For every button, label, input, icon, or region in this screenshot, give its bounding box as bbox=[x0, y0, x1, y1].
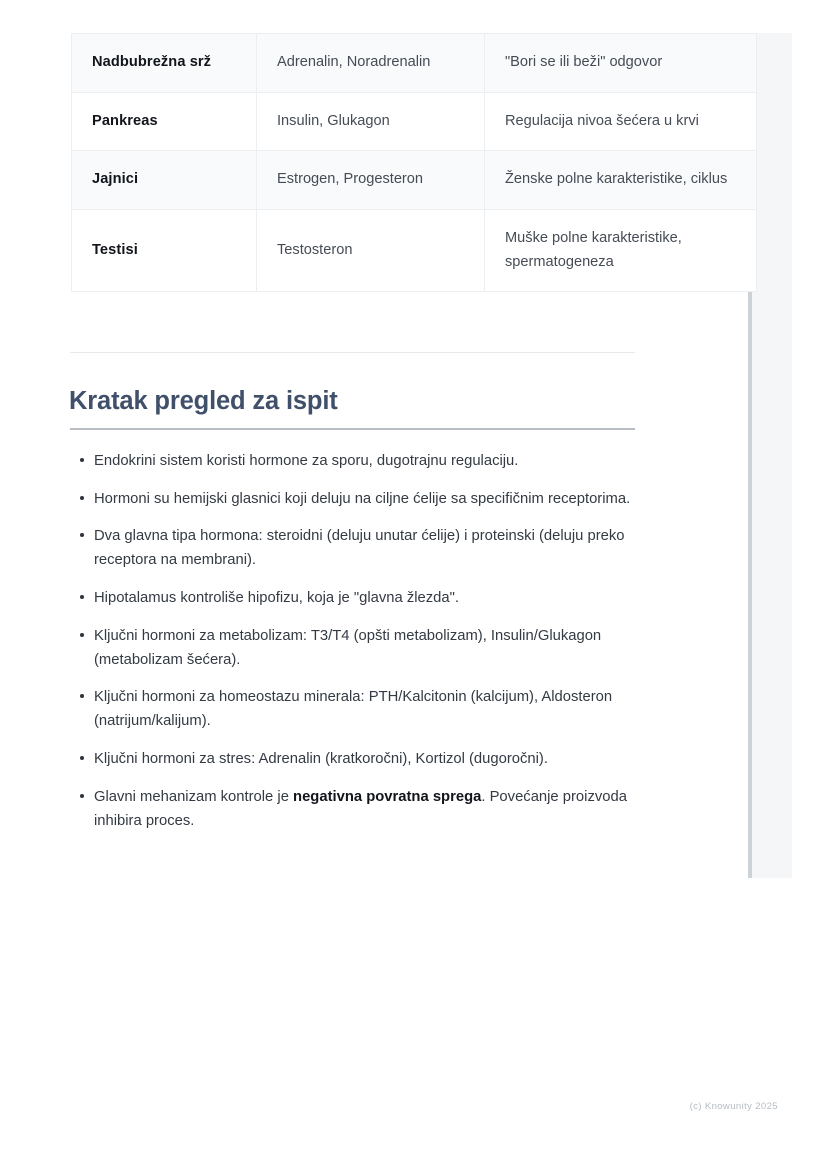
cell-gland: Testisi bbox=[72, 209, 257, 291]
exam-summary-list bbox=[71, 449, 641, 846]
bullet-text-pre: Dva glavna tipa hormona: steroidni (deluju unutar ćelije) i proteinski (deluju preko receptora na membrani). bbox=[94, 528, 625, 569]
cell-gland: Nadbubrežna srž bbox=[72, 34, 257, 93]
cell-function: Ženske polne karakteristike, ciklus bbox=[485, 151, 757, 210]
cell-hormones: Insulin, Glukagon bbox=[257, 92, 485, 151]
cell-function: Muške polne karakteristike, spermatogeneza bbox=[485, 209, 757, 291]
cell-hormones: Estrogen, Progesteron bbox=[257, 151, 485, 210]
cell-function: "Bori se ili beži" odgovor bbox=[485, 34, 757, 93]
list-item bbox=[71, 685, 641, 733]
table-row bbox=[72, 151, 757, 210]
bullet-text-post: . Povećanje proizvoda inhibira proces. bbox=[94, 788, 627, 829]
bullet-text-pre: Ključni hormoni za metabolizam: T3/T4 (opšti metabolizam), Insulin/Glukagon (metabolizam šećera). bbox=[94, 627, 602, 668]
footer-credit: (c) Knowunity 2025 bbox=[689, 1101, 778, 1112]
bullet-text-pre: Glavni mehanizam kontrole je bbox=[94, 788, 294, 805]
list-item bbox=[71, 785, 641, 833]
table-row bbox=[72, 34, 757, 93]
heading-underline bbox=[70, 428, 635, 430]
table-row bbox=[72, 209, 757, 291]
bullet-text-pre: Ključni hormoni za homeostazu minerala: PTH/Kalcitonin (kalcijum), Aldosteron (natrijum/kalijum). bbox=[94, 689, 613, 730]
bullet-text-pre: Ključni hormoni za stres: Adrenalin (kratkoročni), Kortizol (dugoročni). bbox=[94, 750, 548, 767]
bullet-text-pre: Hormoni su hemijski glasnici koji deluju na ciljne ćelije sa specifičnim receptorima. bbox=[94, 490, 631, 507]
table-row bbox=[72, 92, 757, 151]
list-item bbox=[71, 487, 641, 511]
cell-gland: Jajnici bbox=[72, 151, 257, 210]
bullet-text-bold: negativna povratna sprega bbox=[293, 788, 482, 805]
cell-function: Regulacija nivoa šećera u krvi bbox=[485, 92, 757, 151]
cell-hormones: Adrenalin, Noradrenalin bbox=[257, 34, 485, 93]
page-title: Kratak pregled za ispit bbox=[69, 387, 338, 415]
cell-hormones: Testosteron bbox=[257, 209, 485, 291]
endocrine-glands-table bbox=[71, 33, 757, 292]
list-item bbox=[71, 747, 641, 771]
section-divider bbox=[70, 352, 635, 353]
list-item bbox=[71, 586, 641, 610]
list-item bbox=[71, 624, 641, 672]
list-item bbox=[71, 524, 641, 572]
table-body bbox=[72, 34, 757, 292]
list-item bbox=[71, 449, 641, 473]
cell-gland: Pankreas bbox=[72, 92, 257, 151]
bullet-text-pre: Endokrini sistem koristi hormone za sporu, dugotrajnu regulaciju. bbox=[94, 453, 519, 469]
bullet-text-pre: Hipotalamus kontroliše hipofizu, koja je "glavna žlezda". bbox=[94, 589, 460, 606]
